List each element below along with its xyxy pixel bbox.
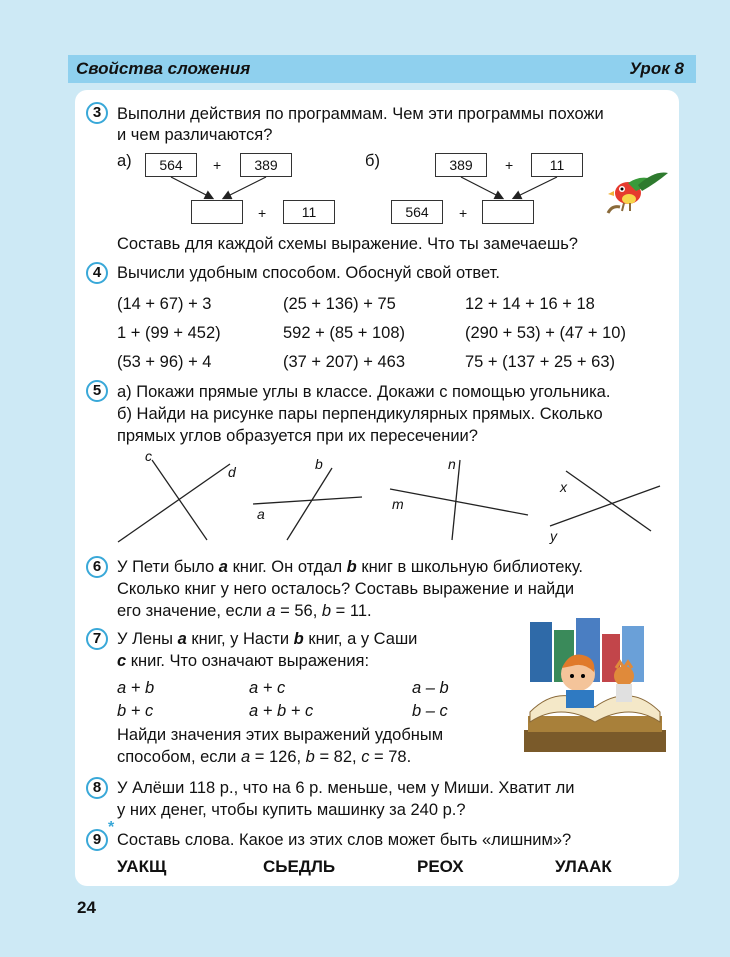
scheme-b-box-top-left: 389 <box>435 153 487 177</box>
line-label-m: m <box>392 496 404 512</box>
var-a: a <box>218 558 228 576</box>
page-number: 24 <box>77 898 96 917</box>
scrambled-word: УАКЩ <box>117 857 167 876</box>
task-number-6: 6 <box>86 556 108 578</box>
task4-expr: (25 + 136) + 75 <box>283 295 396 313</box>
task-number-5: 5 <box>86 380 108 402</box>
text-part: = 82, <box>314 748 362 766</box>
task7-line1 <box>117 628 417 650</box>
text-part: книг, у Насти <box>186 630 294 648</box>
star-marker: * <box>108 819 115 836</box>
text-part: = 56, <box>275 602 322 620</box>
scrambled-word: УЛААК <box>555 857 612 876</box>
task6-line1 <box>117 556 583 578</box>
var-c: c <box>361 748 370 766</box>
line-label-y: y <box>550 528 557 544</box>
text-part: = 78. <box>369 748 412 766</box>
text-part: книг. Он отдал <box>227 558 347 576</box>
line-label-c: c <box>145 448 152 464</box>
task8-line2: у них денег, чтобы купить машинку за 240 р.? <box>117 801 466 819</box>
lesson-label: Урок 8 <box>629 59 684 78</box>
scheme-b-box-bottom-left: 564 <box>391 200 443 224</box>
task9-line1: Составь слова. Какое из этих слов может быть «лишним»? <box>117 831 572 849</box>
task7-line2 <box>117 650 369 672</box>
task7-expr: a – b <box>412 679 449 697</box>
var-b: b <box>305 748 315 766</box>
boy-reading-illustration <box>520 612 670 762</box>
line-label-b: b <box>315 456 323 472</box>
task4-expr: (53 + 96) + 4 <box>117 353 212 371</box>
task7-expr: b + c <box>117 702 154 720</box>
text-part: способом, если <box>117 748 241 766</box>
task4-expr: 1 + (99 + 452) <box>117 324 221 342</box>
text-part: = 11. <box>331 602 372 620</box>
task7-expr: b – c <box>412 702 448 720</box>
section-title: Свойства сложения <box>76 59 251 78</box>
scrambled-word: РЕОХ <box>417 857 464 876</box>
var-b: b <box>321 602 332 620</box>
task4-expr: 75 + (137 + 25 + 63) <box>465 353 615 371</box>
line-label-x: x <box>560 479 567 495</box>
task4-expr: (37 + 207) + 463 <box>283 353 406 371</box>
text-part: книг, а у Саши <box>303 630 418 648</box>
task3-line1: Выполни действия по программам. Чем эти программы похожи <box>117 105 604 123</box>
scheme-b-label: б) <box>365 152 380 170</box>
task6-line3 <box>117 600 372 622</box>
task-number-9: 9 <box>86 829 108 851</box>
scheme-a-plus-top: + <box>213 157 222 173</box>
task6-line2: Сколько книг у него осталось? Составь выражение и найди <box>117 580 575 598</box>
scheme-a-box-top-right: 389 <box>240 153 292 177</box>
var-c: c <box>117 652 127 670</box>
task-number-8: 8 <box>86 777 108 799</box>
task-number-3: 3 <box>86 102 108 124</box>
task7-expr: a + b + c <box>249 702 314 720</box>
task5-line2: б) Найди на рисунке пары перпендикулярных прямых. Сколько <box>117 405 603 423</box>
text-part: его значение, если <box>117 602 267 620</box>
task7-line4 <box>117 746 411 768</box>
scheme-a-box-bottom-right: 11 <box>283 200 335 224</box>
task7-expr: a + b <box>117 679 155 697</box>
text-part: книг в школьную библиотеку. <box>356 558 584 576</box>
text-part: У Пети было <box>117 558 219 576</box>
task-number-4: 4 <box>86 262 108 284</box>
task4-expr: 592 + (85 + 108) <box>283 324 406 342</box>
scheme-b-box-top-right: 11 <box>531 153 583 177</box>
task5-line1: а) Покажи прямые углы в классе. Докажи с помощью угольника. <box>117 383 611 401</box>
scrambled-word: СЬЕДЛЬ <box>263 857 336 876</box>
scheme-a-plus-bottom: + <box>258 205 267 221</box>
task3-line3: Составь для каждой схемы выражение. Что ты замечаешь? <box>117 235 578 253</box>
var-a: a <box>240 748 251 766</box>
task5-line3: прямых углов образуется при их пересечении? <box>117 427 478 445</box>
task4-expr: (14 + 67) + 3 <box>117 295 212 313</box>
var-b: b <box>346 558 357 576</box>
line-label-n: n <box>448 456 456 472</box>
task4-line1: Вычисли удобным способом. Обоснуй свой ответ. <box>117 264 500 282</box>
task8-line1: У Алёши 118 р., что на 6 р. меньше, чем у Миши. Хватит ли <box>117 779 575 797</box>
task4-expr: 12 + 14 + 16 + 18 <box>465 295 595 313</box>
var-b: b <box>293 630 304 648</box>
scheme-a-label: а) <box>117 152 132 170</box>
task3-line2: и чем различаются? <box>117 126 273 144</box>
scheme-b-plus-bottom: + <box>459 205 468 221</box>
var-a: a <box>177 630 187 648</box>
task7-expr: a + c <box>249 679 286 697</box>
text-part: книг. Что означают выражения: <box>126 652 370 670</box>
task4-expr: (290 + 53) + (47 + 10) <box>465 324 626 342</box>
scheme-a-box-top-left: 564 <box>145 153 197 177</box>
line-label-a: a <box>257 506 265 522</box>
line-label-d: d <box>228 464 236 480</box>
task7-line3: Найди значения этих выражений удобным <box>117 726 444 744</box>
task-number-7: 7 <box>86 628 108 650</box>
text-part: = 126, <box>250 748 306 766</box>
text-part: У Лены <box>117 630 178 648</box>
scheme-b-plus-top: + <box>505 157 514 173</box>
var-a: a <box>266 602 276 620</box>
